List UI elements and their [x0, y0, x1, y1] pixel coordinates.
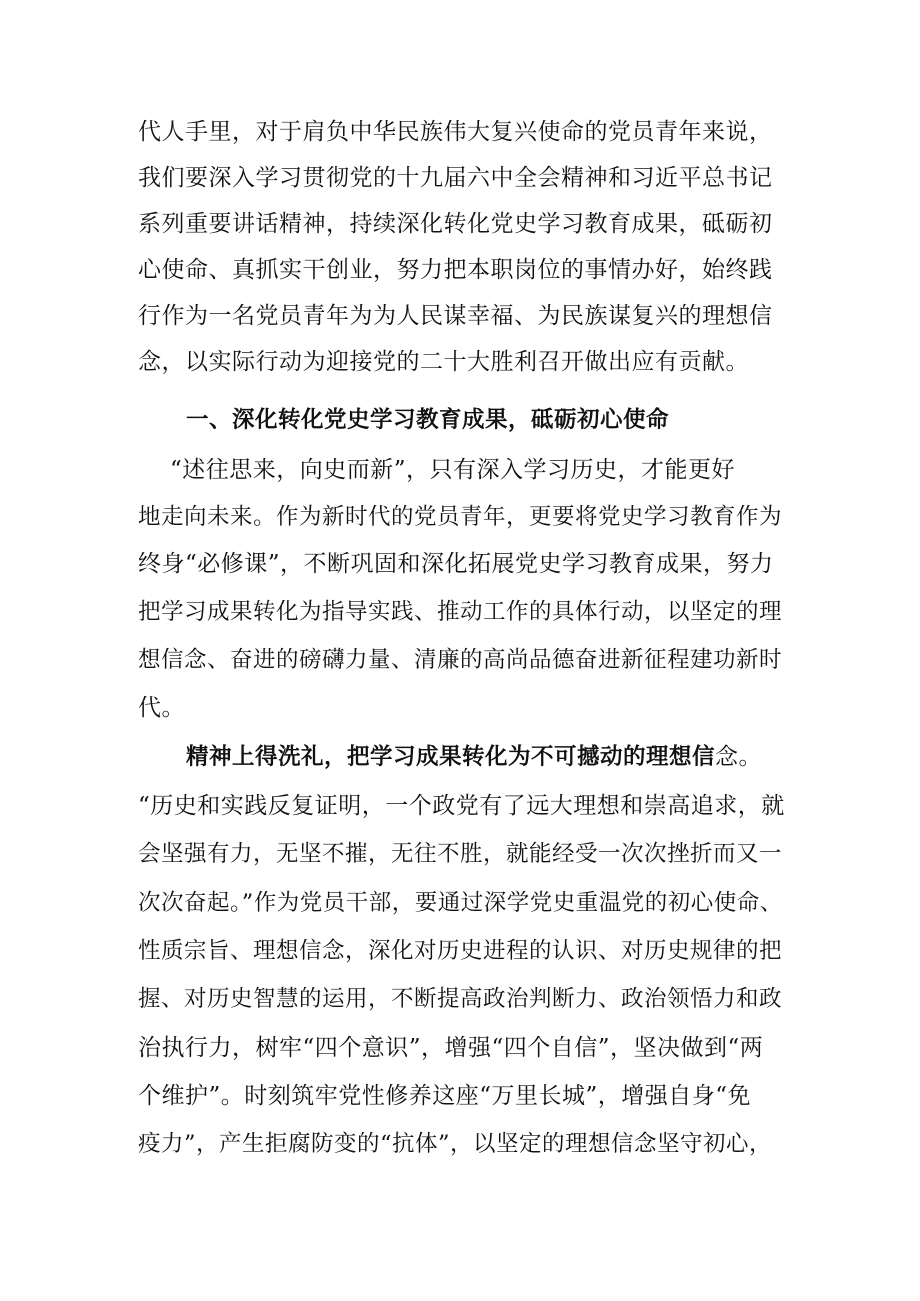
intro-line-2: 我们要深入学习贯彻党的十九届六中全会精神和习近平总书记 — [138, 165, 773, 191]
intro-line-3: 系列重要讲话精神，持续深化转化党史学习教育成果，砥砺初 — [138, 211, 773, 237]
point-line-8: 疫力”，产生拒腐防变的“抗体”，以坚定的理想信念坚守初心， — [138, 1131, 773, 1157]
point-line-4: 性质宗旨、理想信念，深化对历史进程的认识、对历史规律的把 — [138, 938, 783, 964]
point-line-7: 个维护”。时刻筑牢党性修养这座“万里长城”，增强自身“免 — [138, 1083, 752, 1109]
point-lead — [186, 737, 762, 777]
section-line-4: 把学习成果转化为指导实践、推动工作的具体行动，以坚定的理 — [138, 599, 783, 625]
point-lead-tail: 念。 — [715, 744, 763, 770]
intro-line-1: 代人手里，对于肩负中华民族伟大复兴使命的党员青年来说， — [138, 119, 773, 145]
point-line-3: 次次奋起。”作为党员干部，要通过深学党史重温党的初心使命、 — [138, 890, 783, 916]
section-line-6: 代。 — [138, 695, 185, 721]
point-line-5: 握、对历史智慧的运用，不断提高政治判断力、政治领悟力和政 — [138, 986, 783, 1012]
section-line-1: “述往思来，向史而新”，只有深入学习历史，才能更好 — [170, 457, 736, 483]
point-lead-bold: 精神上得洗礼，把学习成果转化为不可撼动的理想信 — [186, 744, 716, 770]
section-line-3: 终身“必修课”，不断巩固和深化拓展党史学习教育成果，努力 — [138, 551, 774, 577]
intro-line-4: 心使命、真抓实干创业，努力把本职岗位的事情办好，始终践 — [138, 257, 773, 283]
intro-line-5: 行作为一名党员青年为为人民谋幸福、为民族谋复兴的理想信 — [138, 303, 773, 329]
intro-line-6: 念，以实际行动为迎接党的二十大胜利召开做出应有贡献。 — [138, 349, 749, 375]
point-line-2: 会坚强有力，无坚不摧，无往不胜，就能经受一次次挫折而又一 — [138, 841, 783, 867]
section-line-2: 地走向未来。作为新时代的党员青年，更要将党史学习教育作为 — [138, 504, 783, 530]
section-heading: 一、深化转化党史学习教育成果，砥砺初心使命 — [186, 407, 670, 433]
section-line-5: 想信念、奋进的磅礴力量、清廉的高尚品德奋进新征程建功新时 — [138, 647, 783, 673]
point-line-6: 治执行力，树牢“四个意识”，增强“四个自信”，坚决做到“两 — [138, 1035, 764, 1061]
point-line-1: “历史和实践反复证明，一个政党有了远大理想和崇高追求，就 — [138, 793, 785, 819]
